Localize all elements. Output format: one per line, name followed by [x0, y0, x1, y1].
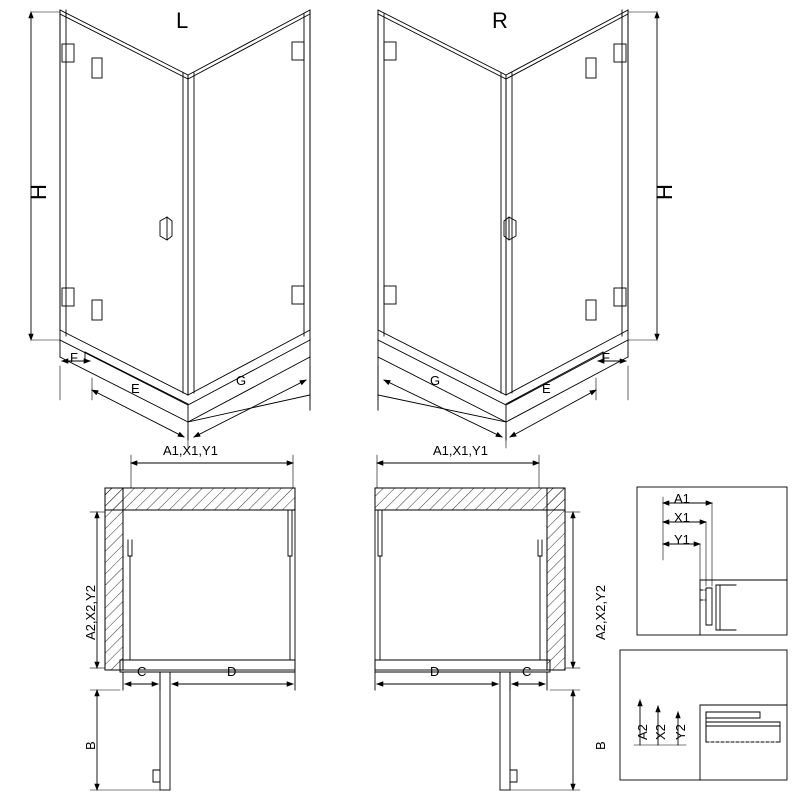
label-g-right: G: [430, 373, 441, 388]
label-a2-detail: A2: [635, 724, 650, 740]
label-a1x1y1-right: A1,X1,Y1: [433, 443, 488, 458]
label-y1-detail: Y1: [674, 532, 690, 547]
label-g-left: G: [236, 373, 247, 388]
label-a2x2y2-right: A2,X2,Y2: [593, 585, 608, 640]
label-b-left: B: [83, 741, 98, 750]
label-left-view: L: [176, 8, 189, 33]
label-e-right: E: [542, 381, 551, 396]
label-x2-detail: X2: [653, 724, 668, 740]
label-x1-detail: X1: [674, 510, 690, 525]
label-f-left: F: [70, 350, 78, 365]
label-c-left: C: [137, 664, 147, 679]
label-b-right: B: [593, 741, 608, 750]
detail-top-right: [637, 487, 787, 635]
label-y2-detail: Y2: [673, 724, 688, 740]
label-a1-detail: A1: [674, 491, 690, 506]
iso-left-view: [31, 10, 310, 448]
label-e-left: E: [131, 381, 140, 396]
plan-right-view: [375, 455, 580, 790]
label-height-right: H: [652, 184, 677, 200]
label-right-view: R: [492, 8, 508, 33]
label-a2x2y2-left: A2,X2,Y2: [83, 585, 98, 640]
iso-right-view: [378, 10, 657, 448]
label-d-left: D: [227, 664, 237, 679]
label-c-right: C: [522, 664, 532, 679]
detail-bottom-right: [620, 650, 787, 780]
label-f-right: F: [602, 350, 610, 365]
label-a1x1y1-left: A1,X1,Y1: [163, 443, 218, 458]
label-d-right: D: [430, 664, 440, 679]
label-height-left: H: [26, 184, 51, 200]
plan-left-view: [90, 455, 295, 790]
